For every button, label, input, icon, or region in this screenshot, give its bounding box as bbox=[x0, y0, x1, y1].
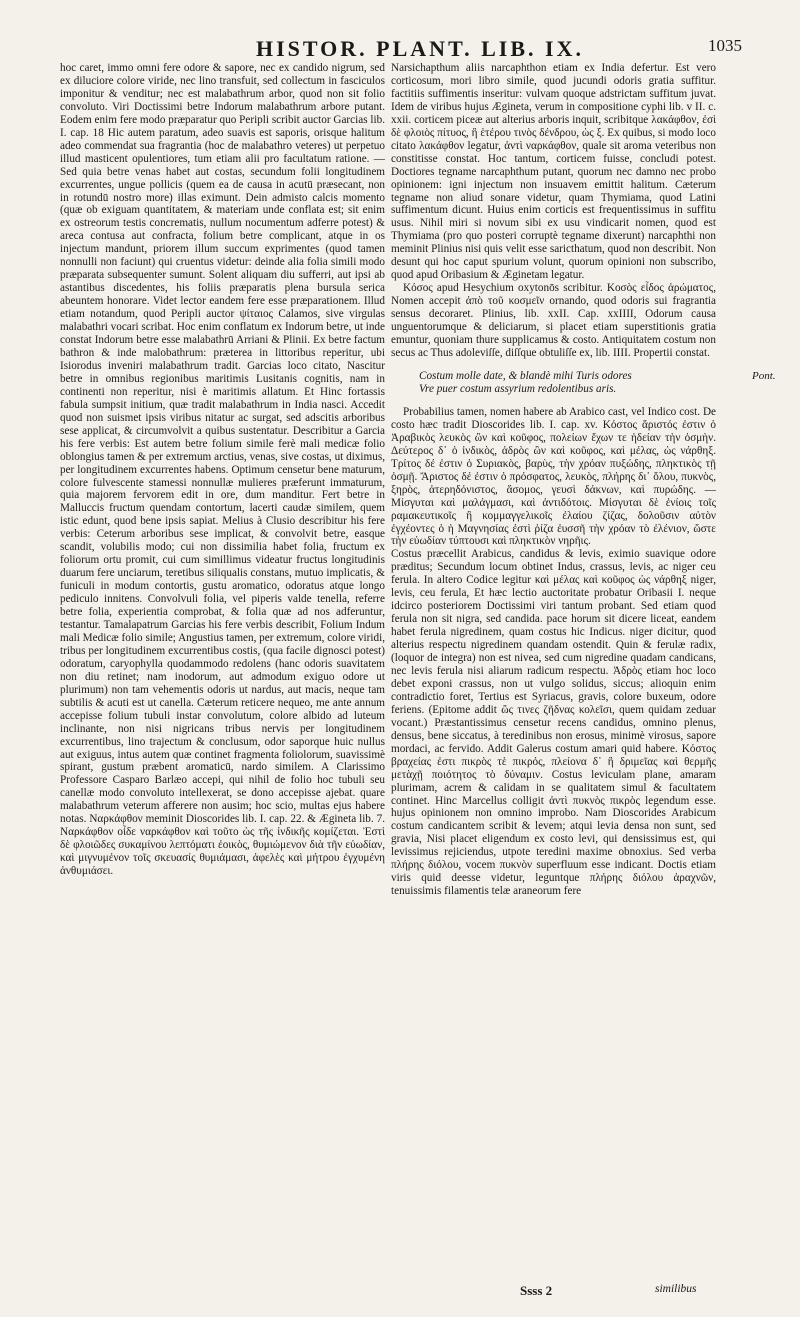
right-column bbox=[391, 62, 776, 1307]
right-paragraph: Κόσος apud Hesychium oxytonōs scribitur. Κοσὸς εἶδος ἀρώματος, Nomen accepit ἀπὸ τοῦ κοσμεῖν ornando, quod odoris sui fragrantia sensus decoraret. Plinius, lib. xxII. Cap. xxIIII, Odorum causa unguentorumque & deliciarum, si placet etiam superstitionis gratia emuntur, quoniam thure supplicamus & costo. Antiquitatem costum non secus ac Thus adoleviſſe, diſſque obtuliſſe ex, lib. IIII. Propertii constat. bbox=[391, 282, 716, 359]
right-paragraph: Probabilius tamen, nomen habere ab Arabico cast, vel Indico cost. De costo hæc tradit Dioscorides lib. I. cap. xv. Κόστος ἄριστός ἐστιν ὁ Ἀραβικὸς λευκὸς ὢν καὶ κοῦφος, πολείων ἔχων τε ἡδείαν τὴν ὀσμὴν. Δεύτερος δ᾽ ὁ ἰνδικὸς, ἀδρὸς ὢν καὶ κοῦφος, καὶ μέλας, ὡς νάρθηξ. Τρίτος δέ ἐστιν ὁ Συριακὸς, βαρὺς, τὴν χρόαν πυξώδης, πληκτικὸς τῇ ὀσμῇ. Ἄριστος δέ ἐστιν ὁ πρόσφατος, λευκὸς, πλήρης δι᾽ ὅλου, πυκνὸς, ξηρὸς, ἀτερηδόνιστος, ἄσομος, γευσὶ δάκνων, καὶ πυρώδης. — Μίσγυται καὶ μαλάγμασι, καὶ ἀντιδότοις. Μίσγυται δὲ ἐνίοις τοῖς ραμακευτικοῖς ἢ κομμαγγελικοῖς ἐλαίου ζίζας, δολοῦσιν αὐτὸν ἐγχέοντες ὁ ἡ Μαγνησίας ἐστὶ ῥίζα ἐυσσῆ τὴν χρόαν τὸ ἐλένιον, ὥστε τὴν εὐωδίαν τύπτουσι καὶ πληκτικὸν νηρῆις. bbox=[391, 405, 716, 548]
right-paragraph: Costus præcellit Arabicus, candidus & levis, eximio suavique odore præditus; Secundum locum obtinet Indus, crassus, levis, ac niger ceu ferula. In altero Codice legitur καὶ μέλας καὶ κοῦφος ὡς νάρθηξ niger, levis, ceu ferula, Et hæc lectio auctoritate probatur Oribasii I. neque idcirco posteriorem Doctissimi viri tantum probant. Sed etiam quod ferula non sit nigra, sed candida. pace horum sit dicere liceat, eandem habet ferula nigredinem, quam costus hic Indicus. niger dicitur, quod alterius respectu nigredinem quandam ostendit. Quin & ferulæ radix, (loquor de integra) non est nivea, sed cum nigredine quadam candicans, nec levis ferula nisi aliarum radicum respectu. Ἀδρὸς etiam hoc loco debet exponi crassus, non ut vulgo solidus, siccus; alioquin enim contradictio foret, Tertius est Syriacus, gravis, colore buxeum, odore feriens. (Epitome addit ὥς τινες ζῆδνας κολεῖσι, quem quidam zeduar vocant.) Præstantissimus censetur recens candidus, omnino plenus, densus, bene siccatus, à teredinibus non erosus, minimè virosus, sapore mordaci, ac fervido. Addit Galerus costum amari quid habere. Κόστος βραχείας ἐστι πικρὸς τὲ πικρός, πλείονα δ᾽ ἢ δριμεῖας καὶ θερμῆς μετὰχῇ ποιότητος τὸ δύναμιν. Costus leviculam plane, amaram plurimam, acrem & calidam in se qualitatem simul & facultatem continet. Hinc Marcellus colligit ἀντὶ πυκνὸς πικρὸς legendum esse. hujus opinionem non omnino improbo. Nam Dioscorides Arabicum costum candicantem scribit & levem; atqui levia densa non sunt, sed gravia, Nisi placet eligendum ex costo levi, qui densissimus est, qui levissimus rejiciendus, utpote teredini maxime obnoxius. Sed verba πλήρης διόλου, vocem πυκνὸν superfluum esse indicant. Doctis etiam viris quid deesse videtur, leguntque πλήρης διόλου ἀραχνῶν, tenuissimis filamentis telæ araneorum fere bbox=[391, 548, 716, 898]
catchword: similibus bbox=[655, 1283, 697, 1295]
verse-line: Vre puer costum assyrium redolentibus aris. bbox=[419, 382, 617, 395]
left-column bbox=[60, 62, 385, 1227]
verse-line: Costum molle date, & blandè mihi Turis odores bbox=[419, 369, 632, 382]
left-paragraph: hoc caret, immo omni fere odore & sapore, nec ex candido nigrum, sed ex diluciore colore viride, nec lino transfuit, sed collectum in fasciculos imponitur & venditur; nec est malabathrum arbor, quod non sit folio convoluto. Viri Doctissimi betre Indorum malabathrum arbore putant. Eodem enim fere modo præparatur quo Peripli scribit auctor Garcias lib. I. cap. 18 Hic autem paratum, adeo suavis est saporis, orisque halitum adeo commendat sua fragrantia (hoc de malabathro veteres) ut perpetuo illud masticent opulentiores, tum etiam alii pro facultatum ratione. — Sed quia betre venas habet aut costas, secundum folii longitudinem excurrentes, ungue pollicis (quem ea de causa in acutū præsecant, non in rotundū nostro more) illas eximunt. Dein admisto calcis momento (quæ ob exiguam quantitatem, & materiam unde conflata est; sit enim ex ostreorum testis concrematis, nullum nocumentum adferre potest) & areca contusa aut confracta, folium betre complicant, atque in os injectum mandunt, priorem illum succum exprimentes (quod tamen nonnulli non faciunt) qui cruentus videtur: deinde alia folia simili modo præparata subsequenter sumunt. Solent aliquam diu sufferri, aut ipsi ab astantibus discedentes, his foliis præparatis plena bursula serica abeuntem honorare. Videt lector eandem fere esse præparationem. Illud etiam notandum, quod Peripli auctor ψίταιος Calamos, sive virgulas malabathri vocari scribat. Hoc enim conflatum ex Indorum betre, ut inde constat Indorum betre esse malabathrū Arriani & Plinii. Ex betre factum bathron & inde malobathrum: præterea in littoribus reperitur, ubi Isiorodus inveniri malabathrum tradit. Garcias loco citato, Nascitur betre in omnibus regionibus maritimis Lusitanis cognitis, nam in continenti non reperitur, nisi è maritimis allatum. Et Hinc fortassis fabula sumpsit initium, quæ tradit malabathrum in India nasci. Accedit quod non suismet ipsis viribus nitatur ac surgat, sed adscitis arboribus sese applicat, & circumvolvit a quibus sustentatur. Describitur a Garcia his fere verbis: Est autem betre folium simile ferè mali medicæ folio oblongius tamen & per extremum arctius, venas, sive costas, ut diximus, per longitudinem excurrentes habens. Optimum censetur bene maturum, colore fulvescente stamessi nonnullæ mulieres præferunt immaturum, quia majorem fervorem edit in ore, dum manditur. Fert betre in Malluccis fructum quendam contortum, lacerti caudæ similem, quem istic edunt, quod bene ipsis sapiat. Melius à Clusio describitur his fere verbis: Ceterum arboribus sese implicat, & convolvit betre, easque scandit, volubilis modo; cui non dissimilia habet folia, fructum ex foliorum ortu promit, cui cum simillimus videatur fructus longitudinis duarum fere unciarum, teretibus siliqualis constans, mutuo implicatis, & funiculi in modum contortis, gustu aromatico, odoratus atque longo pediculo innitens. Convolvuli folia, vel piperis valde tenella, referre betre folia, experientia comprobat, & folia quæ ad nos adferuntur, testantur. Tamalapatrum Garcias his fere verbis describit, Folium Indum mali Medicæ folio simile; Angustius tamen, per extremum, colore viridi, tribus per longitudinem excurrentibus costis, (qua facile dignosci potest) odoratum, caryophylla quodammodo redolens (hanc odoris suavitatem non diu retinet; nam inodorum, aut admodum exiguo odore ut plurimum) non tam vehementis odoris ut nardus, aut macis, neque tam subtilis & acuti est ut canella. Cæterum reticere nequeo, me ante annum accepisse folium tubuli instar convolutum, colore albido ad luteum inclinante, non nisi nigricans tribus nervis per longitudinem excurrentibus, lino trajectum & conclusum, odor saporque huic nullus aut exiguus, intus autem quæ continet fragmenta foliolorum, suavissimè spirant, gustum præbent aromaticū, nardo similem. A Clarissimo Professore Casparo Barlæo accepi, qui nihil de folio hoc tubuli seu canellæ modo convoluto intellexerat, se dono accepisse ajebat. quare malabathrum veterum afferere non ausim; hoc scio, multas ejus habere notas. Ναρκάφθον meminit Dioscorides lib. I. cap. 22. & Ægineta lib. 7. Ναρκάφθον οἶδε ναρκάφθον καὶ τοῦτο ὡς τῆς ἰνδικῆς κομίζεται. Ἐστὶ δὲ φλοιῶδες συκαμίνου λεπτόματι ἐοικὸς, θυμιώμενον διὰ τῆν εὐωδίαν, καὶ μιγνυμένον τοῖς σκευασίς θυμιάμασι, ἀφελὲς καὶ μήτρου ἐγχυμένη ἀνθυμιάσει. bbox=[60, 62, 385, 878]
page-number: 1035 bbox=[708, 36, 742, 55]
verse-source: Pont. bbox=[752, 369, 776, 382]
running-title: HISTOR. PLANT. LIB. IX. bbox=[256, 36, 584, 61]
right-paragraph: Narsichapthum aliis narcaphthon etiam ex India defertur. Est vero corticosum, mori libro simile, quod jucundi odoris gratia suffitur. factitiis suffimentis inseritur: vulvam quoque adstrictam suffitum juvat. Idem de viribus hujus Ægineta, verum in compositione cyphi lib. v II. c. xxii. corticem piceæ aut alterius arboris inquit, scribitque λακάφθον, ἐσὶ δὲ φλοιὸς πίτυος, ἢ ἑτέρου τινὸς δένδρου, ὡς ξ. Ex quibus, si modo loco citato λακάφθον legatur, ἀντὶ ναρκάφθον, quale sit aroma veteribus non constitisse constat. Hoc tantum, corticem fuisse, concludi potest. Doctiores tegname narcaphthum putant, quorum nec damno nec probo opinionem: igni injectum non insuavem emittit halitum. Cæterum tegname non aliud sonare videtur, quam Thymiama, quod Latini suffimentum dicunt. Huius enim corticis est frequentissimus in suffitu usus. Nihil miri si novum sibi ex usu vindicarit nomen, quod est Thymiama (pro quo posteri corruptè tegname dixerunt) narcaphthi non meminit Plinius nisi quis velit esse saricthatum, quod non describit. Non desunt qui hoc caput spurium volunt, quorum opinioni non subscribo, quod apud Oribasium & Æginetam legatur. bbox=[391, 62, 716, 282]
verse-quote bbox=[419, 369, 776, 396]
signature-mark: Ssss 2 bbox=[520, 1283, 553, 1298]
